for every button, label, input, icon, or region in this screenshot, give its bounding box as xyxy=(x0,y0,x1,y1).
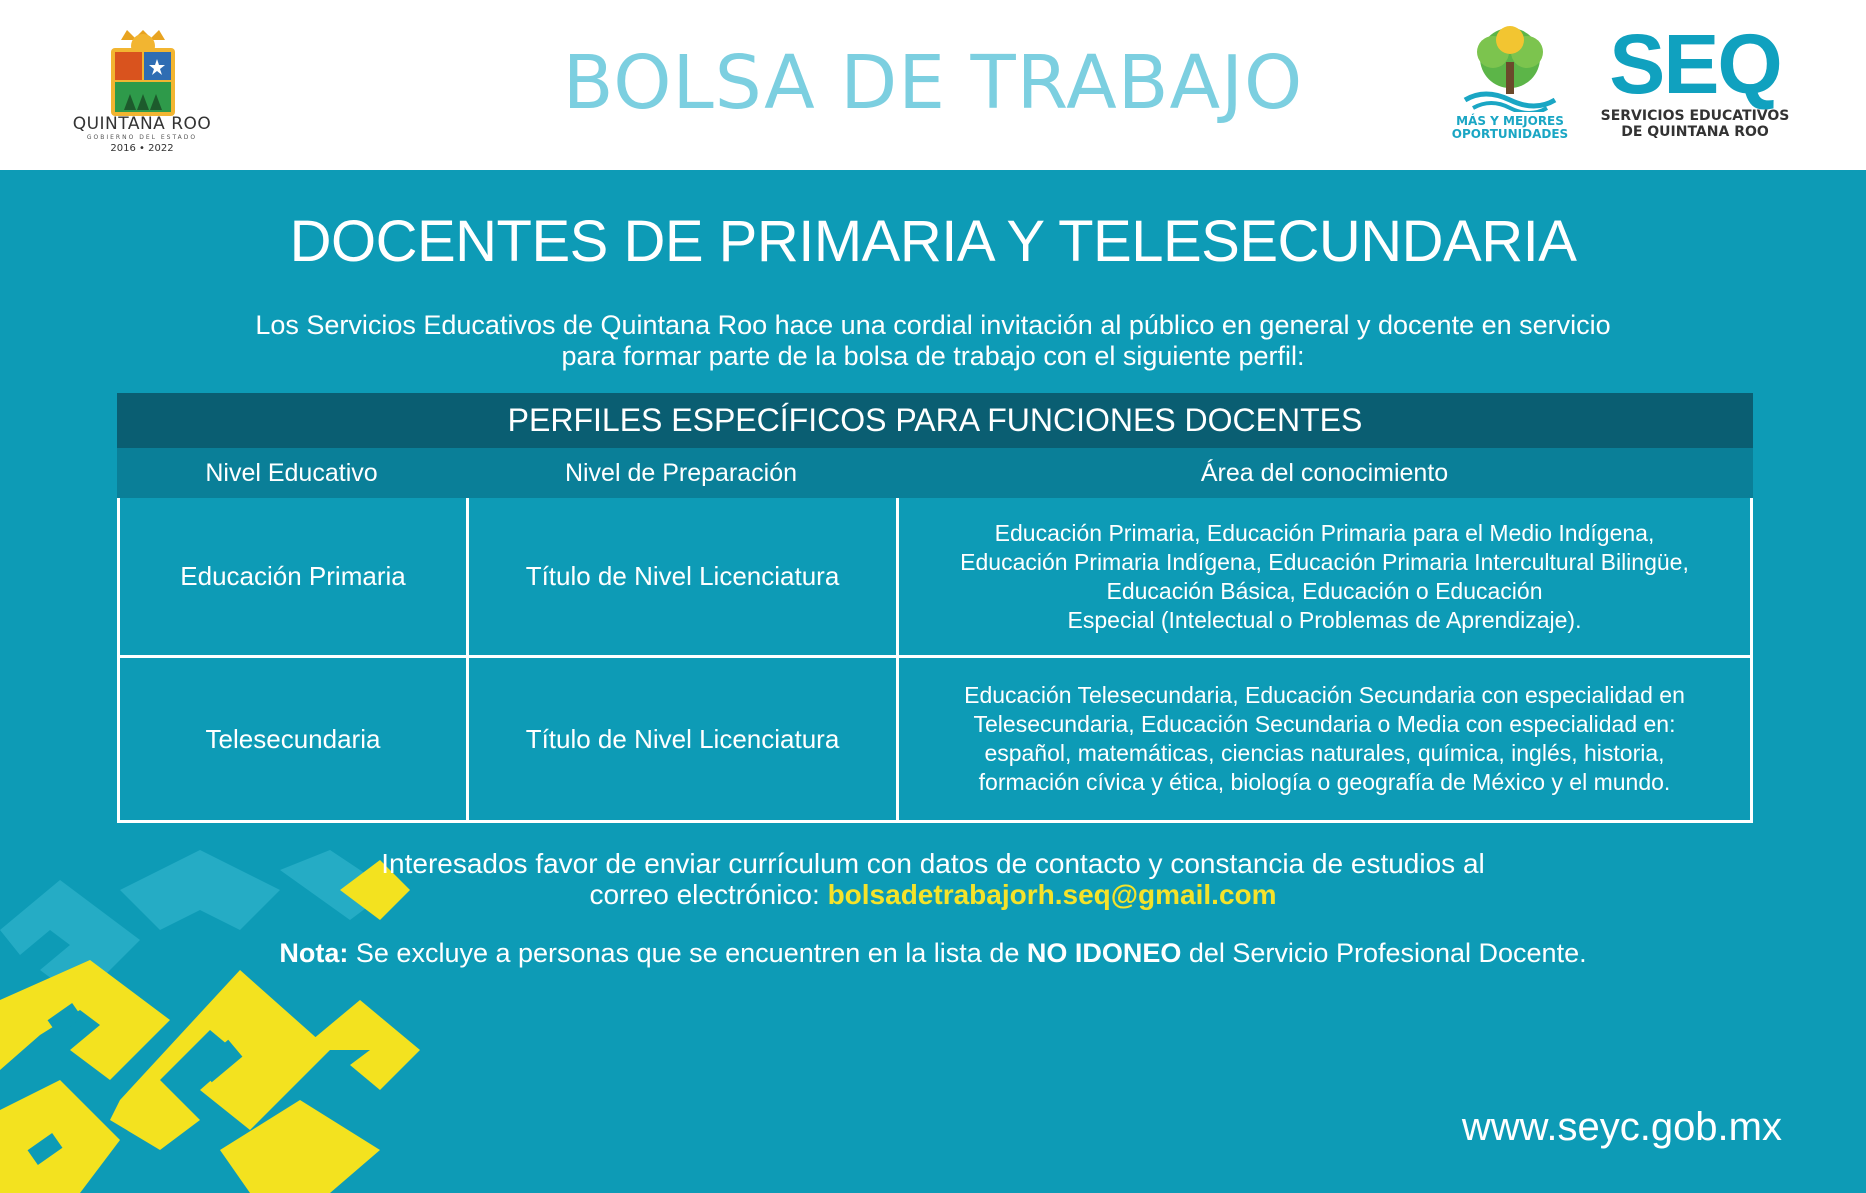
table-row xyxy=(120,655,1750,820)
cell-nivel-educativo: Telesecundaria xyxy=(205,723,381,754)
area-line: Educación Básica, Educación o Educación xyxy=(1106,577,1543,604)
contact-email-prefix: correo electrónico: xyxy=(589,879,828,910)
tree-logo-line2: OPORTUNIDADES xyxy=(1451,127,1569,141)
tree-logo-line1: MÁS Y MEJORES xyxy=(1456,114,1564,128)
table-body xyxy=(117,498,1753,823)
quintana-roo-logo-years: 2016 • 2022 xyxy=(110,143,174,154)
page-title: BOLSA DE TRABAJO xyxy=(562,40,1304,126)
profiles-table xyxy=(117,393,1753,823)
nota-paragraph xyxy=(100,938,1766,969)
main-heading: DOCENTES DE PRIMARIA Y TELESECUNDARIA xyxy=(289,209,1577,274)
quintana-roo-logo-subtitle: GOBIERNO DEL ESTADO xyxy=(86,134,198,141)
nota-text-after: del Servicio Profesional Docente. xyxy=(1181,938,1587,968)
column-header-area-conocimiento: Área del conocimiento xyxy=(1200,459,1449,487)
area-line: español, matemáticas, ciencias naturales, química, inglés, historia, xyxy=(984,740,1665,766)
nota-text-before: Se excluye a personas que se encuentren en la lista de xyxy=(348,938,1027,968)
quintana-roo-logo-name: QUINTANA ROO xyxy=(72,114,212,134)
table-row xyxy=(120,498,1750,655)
seq-logo-line1: SERVICIOS EDUCATIVOS xyxy=(1600,108,1790,124)
nota-label: Nota: xyxy=(279,938,349,968)
header-banner xyxy=(0,0,1866,170)
intro-paragraph xyxy=(100,310,1766,372)
contact-line-1: Interesados favor de enviar currículum con datos de contacto y constancia de estudios al xyxy=(381,848,1485,879)
cell-nivel-preparacion: Título de Nivel Licenciatura xyxy=(466,498,896,655)
area-line: Educación Primaria Indígena, Educación Primaria Intercultural Bilingüe, xyxy=(960,548,1689,575)
website-url-link[interactable]: www.seyc.gob.mx xyxy=(1461,1105,1782,1149)
cell-nivel-preparacion: Título de Nivel Licenciatura xyxy=(466,658,896,820)
intro-line-2: para formar parte de la bolsa de trabajo con el siguiente perfil: xyxy=(561,341,1305,371)
seq-logo-line2: DE QUINTANA ROO xyxy=(1621,124,1769,140)
contact-paragraph xyxy=(100,848,1766,910)
intro-line-1: Los Servicios Educativos de Quintana Roo hace una cordial invitación al público en general y docente en servicio xyxy=(255,310,1611,340)
column-header-nivel-educativo: Nivel Educativo xyxy=(205,459,378,487)
area-line: Educación Primaria, Educación Primaria para el Medio Indígena, xyxy=(994,519,1655,546)
cell-nivel-educativo: Educación Primaria xyxy=(180,561,406,591)
table-heading: PERFILES ESPECÍFICOS PARA FUNCIONES DOCENTES xyxy=(117,393,1753,448)
tree-logo-icon xyxy=(1455,22,1565,112)
table-column-headers xyxy=(117,448,1753,498)
seq-logo-acronym: SEQ xyxy=(1609,17,1781,111)
column-header-nivel-preparacion: Nivel de Preparación xyxy=(564,459,798,487)
area-line: Telesecundaria, Educación Secundaria o Media con especialidad en: xyxy=(973,711,1676,737)
cell-area-conocimiento xyxy=(896,498,1750,655)
contact-email-link[interactable]: bolsadetrabajorh.seq@gmail.com xyxy=(827,879,1277,910)
area-line: formación cívica y ética, biología o geografía de México y el mundo. xyxy=(978,769,1671,795)
area-line: Educación Telesecundaria, Educación Secundaria con especialidad en xyxy=(964,682,1685,708)
contact-line-2 xyxy=(100,879,1766,910)
area-line: Especial (Intelectual o Problemas de Aprendizaje). xyxy=(1067,606,1582,633)
cell-area-conocimiento xyxy=(896,658,1750,820)
nota-highlight: NO IDONEO xyxy=(1026,938,1182,968)
